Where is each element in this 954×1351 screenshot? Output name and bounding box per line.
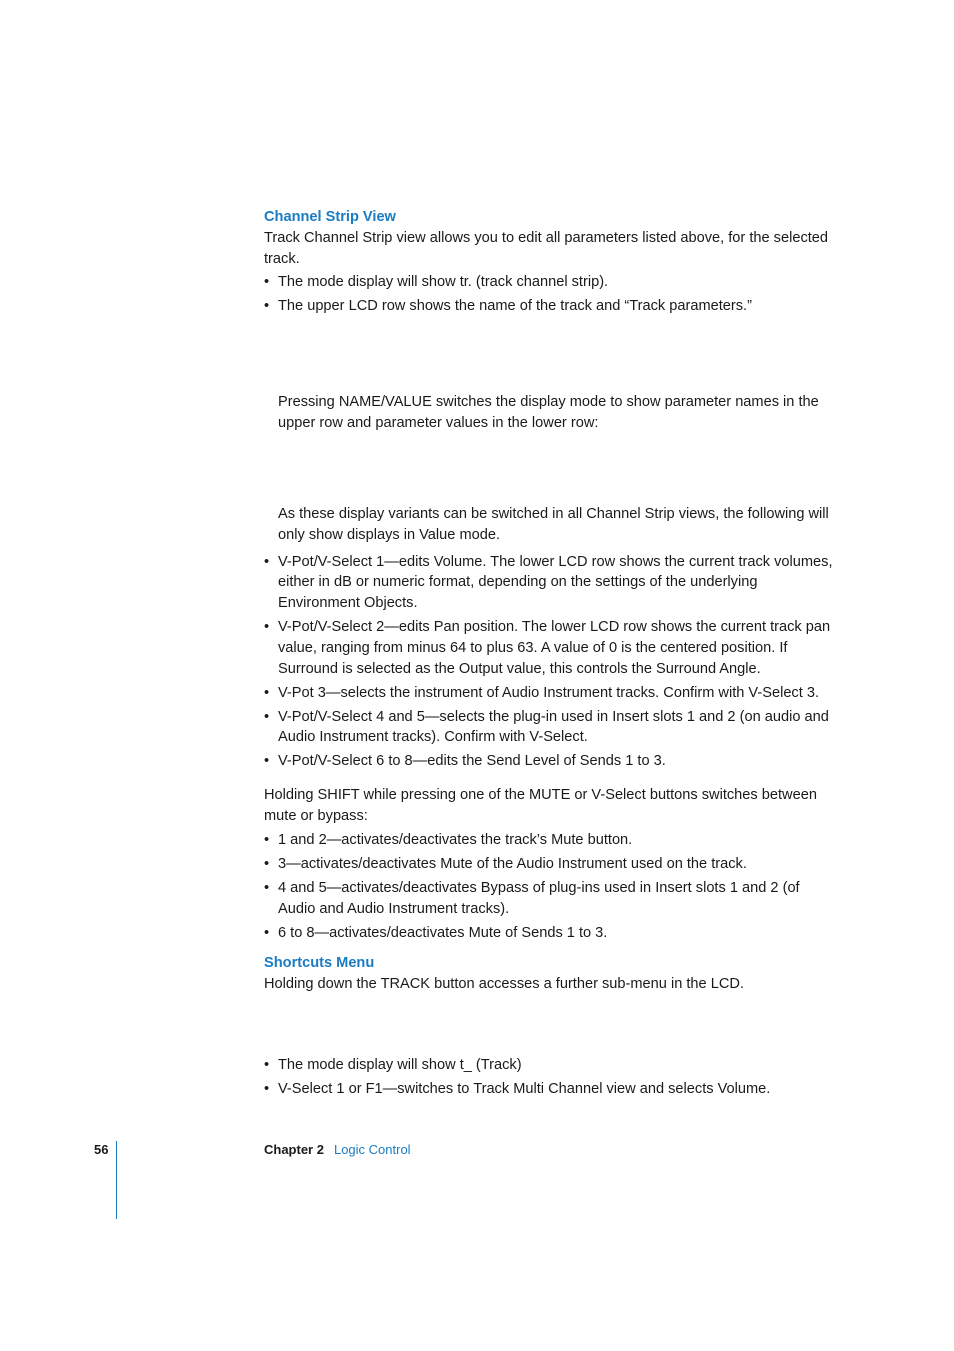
footer-chapter [264,1142,411,1157]
footer-divider [116,1141,117,1219]
chapter-title: Logic Control [333,1142,411,1157]
list-item: • The upper LCD row shows the name of the track and “Track parameters.” [264,296,836,317]
paragraph-intro: Track Channel Strip view allows you to edit all parameters listed above, for the selected track. [264,229,829,267]
list-item: • V-Pot 3—selects the instrument of Audio Instrument tracks. Confirm with V-Select 3. [264,683,836,704]
list-item: • V-Pot/V-Select 1—edits Volume. The lower LCD row shows the current track volumes, either in dB or numeric format, depending on the settings of the underlying Environment Objects. [264,552,836,614]
bullet-list-shift [264,830,836,944]
section-heading-channel-strip-view: Channel Strip View [264,209,396,225]
paragraph-name-value: Pressing NAME/VALUE switches the display mode to show parameter names in the upper row and parameter values in the lower row: [278,394,819,432]
bullet-list-shortcuts [264,1055,836,1100]
list-item: • V-Pot/V-Select 4 and 5—selects the plug-in used in Insert slots 1 and 2 (on audio and Audio Instrument tracks). Confirm with V-Select. [264,707,836,749]
list-item: • The mode display will show tr. (track channel strip). [264,272,836,293]
bullet-list-v-pot [264,552,836,773]
list-item: • V-Select 1 or F1—switches to Track Multi Channel view and selects Volume. [264,1079,836,1100]
list-item: • 3—activates/deactivates Mute of the Audio Instrument used on the track. [264,854,836,875]
bullet-list-mode-display [264,272,836,317]
list-item: • V-Pot/V-Select 6 to 8—edits the Send Level of Sends 1 to 3. [264,751,836,772]
paragraph-shortcuts-intro: Holding down the TRACK button accesses a further sub-menu in the LCD. [264,975,744,992]
list-item: • 4 and 5—activates/deactivates Bypass of plug-ins used in Insert slots 1 and 2 (of Audio and Audio Instrument tracks). [264,878,836,920]
paragraph-display-variants: As these display variants can be switched in all Channel Strip views, the following will only show displays in Value mode. [278,505,829,543]
list-item: • V-Pot/V-Select 2—edits Pan position. The lower LCD row shows the current track pan value, ranging from minus 64 to plus 63. A value of 0 is the centered position. If Surround is selected as the Output value, this controls the Surround Angle. [264,617,836,679]
page-content [264,207,836,1103]
list-item: • The mode display will show t_ (Track) [264,1055,836,1076]
section-heading-shortcuts-menu: Shortcuts Menu [264,954,375,971]
chapter-label: Chapter 2 [264,1142,324,1157]
list-item: • 1 and 2—activates/deactivates the track’s Mute button. [264,830,836,851]
paragraph-shift: Holding SHIFT while pressing one of the MUTE or V-Select buttons switches between mute or bypass: [264,787,817,825]
list-item: • 6 to 8—activates/deactivates Mute of Sends 1 to 3. [264,923,836,944]
page-number: 56 [94,1142,109,1157]
